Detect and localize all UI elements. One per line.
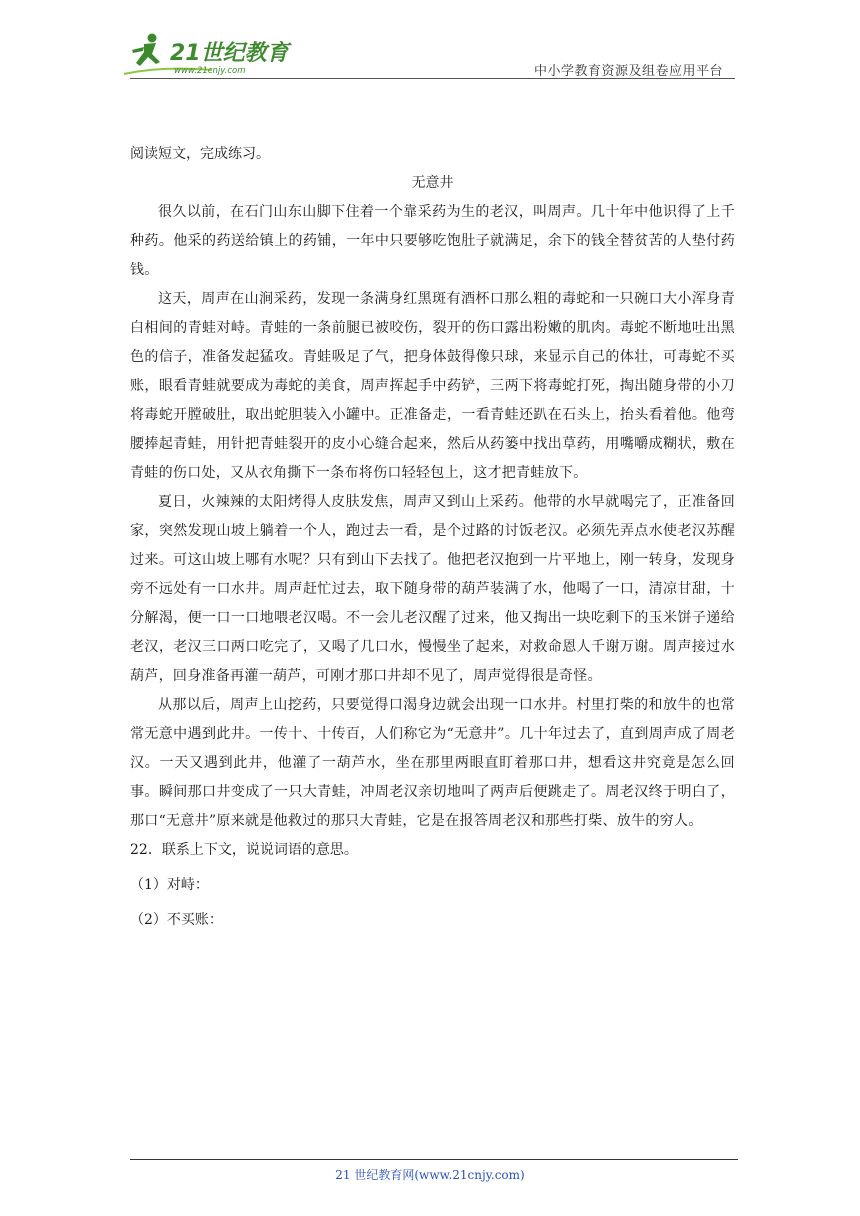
footer-source: 21 世纪教育网(www.21cnjy.com) <box>335 1168 525 1182</box>
passage-title: 无意井 <box>411 175 454 191</box>
svg-text:21世纪教育: 21世纪教育 <box>170 41 289 66</box>
question-22: 22．联系上下文，说说词语的意思。 <box>130 842 358 858</box>
reading-instruction: 阅读短文，完成练习。 <box>130 146 270 162</box>
svg-text:www.21cnjy.com: www.21cnjy.com <box>174 66 246 76</box>
passage-paragraph-1: 很久以前，在石门山东山脚下住着一个靠采药为生的老汉，叫周声。几十年中他识得了上千种药。他采的药送给镇上的药铺，一年中只要够吃饱肚子就满足，余下的钱全替贫苦的人垫付药钱。 <box>130 204 735 278</box>
page-header <box>0 0 860 90</box>
passage-paragraph-3: 夏日，火辣辣的太阳烤得人皮肤发焦，周声又到山上采药。他带的水早就喝完了，正准备回家，突然发现山坡上躺着一个人，跑过去一看，是个过路的讨饭老汉。必须先弄点水使老汉苏醒过来。可这山坡上哪有水呢？只有到山下去找了。他把老汉抱到一片平地上，刚一转身，发现身旁不远处有一口水井。周声赶忙过去，取下随身带的葫芦装满了水，他喝了一口，清凉甘甜，十分解渴，便一口一口地喂老汉喝。不一会儿老汉醒了过来，他又掏出一块吃剩下的玉米饼子递给老汉，老汉三口两口吃完了，又喝了几口水，慢慢坐了起来，对救命恩人千谢万谢。周声接过水葫芦，回身准备再灌一葫芦，可刚才那口井却不见了，周声觉得很是奇怪。 <box>130 494 735 684</box>
document-body <box>130 140 735 935</box>
logo-21cnjy <box>122 30 292 78</box>
sub-question-1: （1）对峙： <box>130 877 209 893</box>
header-divider <box>130 78 735 79</box>
header-platform-text: 中小学教育资源及组卷应用平台 <box>533 64 723 79</box>
passage-paragraph-2: 这天，周声在山涧采药，发现一条满身红黑斑有酒杯口那么粗的毒蛇和一只碗口大小浑身青白相间的青蛙对峙。青蛙的一条前腿已被咬伤，裂开的伤口露出粉嫩的肌肉。毒蛇不断地吐出黑色的信子，准备发起猛攻。青蛙吸足了气，把身体鼓得像只球，来显示自己的体壮，可毒蛇不买账，眼看青蛙就要成为毒蛇的美食，周声挥起手中药铲，三两下将毒蛇打死，掏出随身带的小刀将毒蛇开膛破肚，取出蛇胆装入小罐中。正准备走，一看青蛙还趴在石头上，抬头看着他。他弯腰捧起青蛙，用针把青蛙裂开的皮小心缝合起来，然后从药篓中找出草药，用嘴嚼成糊状，敷在青蛙的伤口处，又从衣角撕下一条布将伤口轻轻包上，这才把青蛙放下。 <box>130 291 735 481</box>
sub-question-2: （2）不买账： <box>130 912 223 928</box>
passage-paragraph-4: 从那以后，周声上山挖药，只要觉得口渴身边就会出现一口水井。村里打柴的和放牛的也常常无意中遇到此井。一传十、十传百，人们称它为“无意井”。几十年过去了，直到周声成了周老汉。一天又遇到此井，他灌了一葫芦水，坐在那里两眼直盯着那口井，想看这井究竟是怎么回事。瞬间那口井变成了一只大青蛙，冲周老汉亲切地叫了两声后便跳走了。周老汉终于明白了，那口“无意井”原来就是他救过的那只大青蛙，它是在报答周老汉和那些打柴、放牛的穷人。 <box>130 697 735 829</box>
footer-divider <box>130 1159 738 1160</box>
